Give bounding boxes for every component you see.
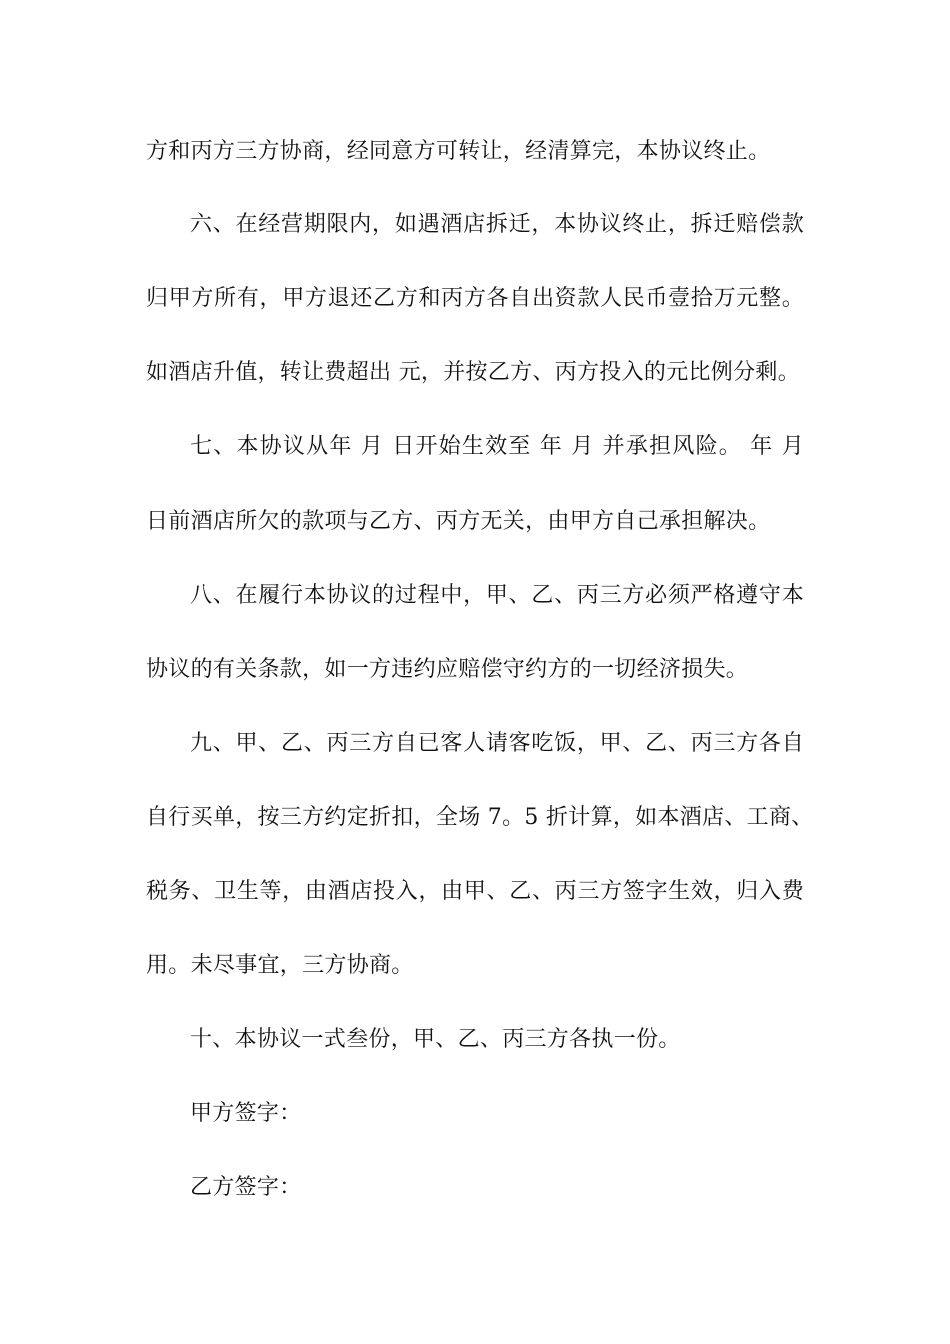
paragraph-line: 用。未尽事宜，三方协商。 (146, 953, 414, 978)
paragraph-line: 八、在履行本协议的过程中，甲、乙、丙三方必须严格遵守本 (190, 583, 804, 608)
paragraph-line: 自行买单，按三方约定折扣，全场 7。5 折计算，如本酒店、工商、 (146, 805, 814, 830)
paragraph-line: 税务、卫生等，由酒店投入，由甲、乙、丙三方签字生效，归入费 (146, 879, 804, 904)
paragraph-line: 九、甲、乙、丙三方自已客人请客吃饭，甲、乙、丙三方各自 (190, 731, 804, 756)
paragraph-line: 七、本协议从年 月 日开始生效至 年 月 并承担风险。 年 月 (190, 434, 804, 459)
paragraph-line: 方和丙方三方协商，经同意方可转让，经清算完，本协议终止。 (146, 139, 771, 164)
paragraph-line: 日前酒店所欠的款项与乙方、丙方无关，由甲方自己承担解决。 (146, 509, 771, 534)
paragraph-line: 归甲方所有，甲方退还乙方和丙方各自出资款人民币壹拾万元整。 (146, 286, 804, 311)
paragraph-line: 协议的有关条款，如一方违约应赔偿守约方的一切经济损失。 (146, 657, 749, 682)
paragraph-line: 如酒店升值，转让费超出 元，并按乙方、丙方投入的元比例分剩。 (146, 360, 800, 385)
signature-label-party-a: 甲方签字： (190, 1101, 302, 1126)
paragraph-line: 十、本协议一式叁份，甲、乙、丙三方各执一份。 (190, 1027, 681, 1052)
paragraph-line: 六、在经营期限内，如遇酒店拆迁，本协议终止，拆迁赔偿款 (190, 212, 804, 237)
signature-label-party-b: 乙方签字： (190, 1175, 302, 1200)
